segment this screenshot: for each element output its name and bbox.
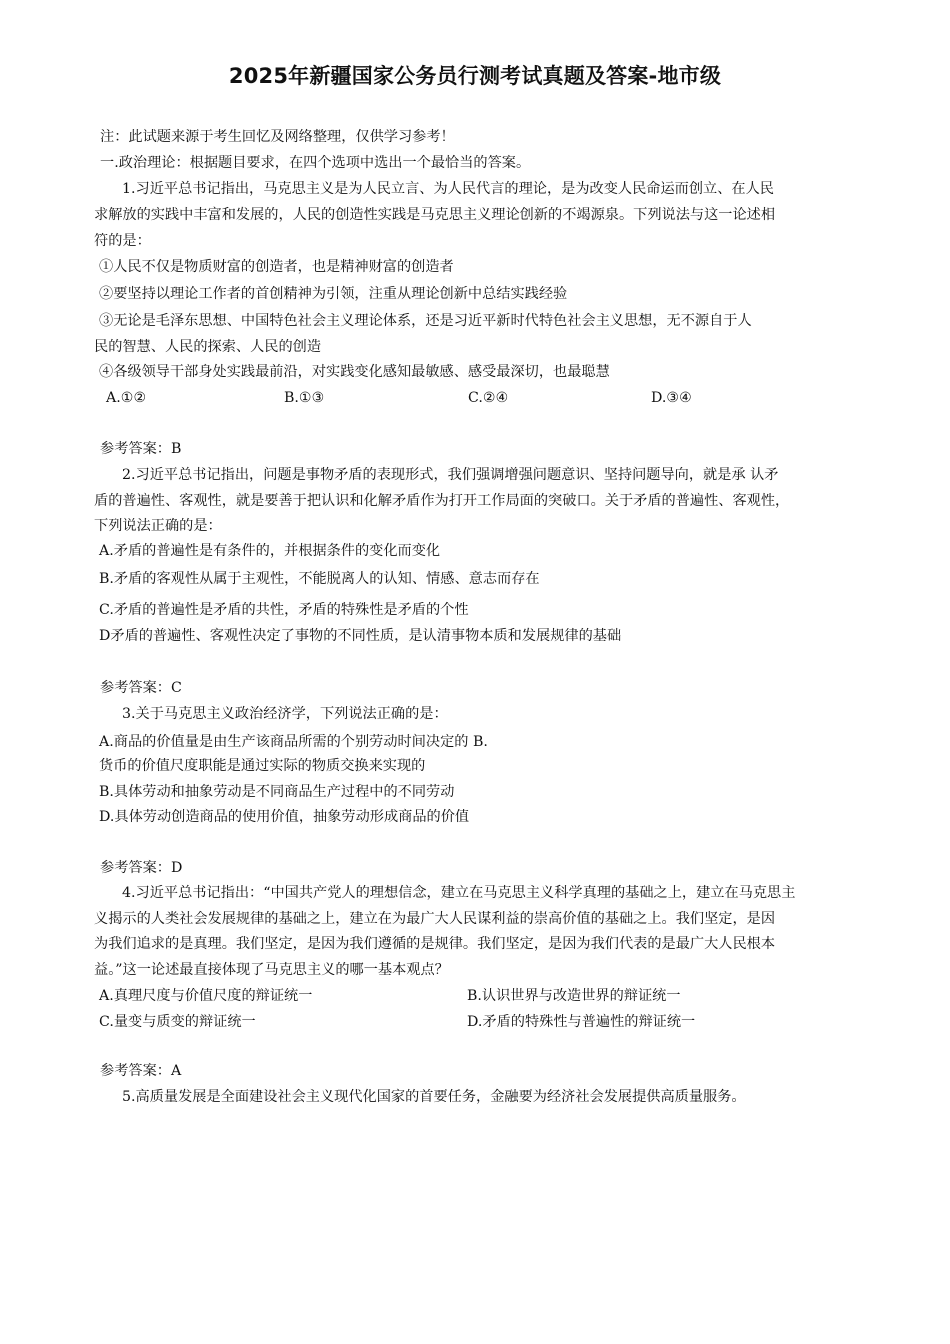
- q3-option-d: D.具体劳动创造商品的使用价值，抽象劳动形成商品的价值: [99, 809, 470, 825]
- q4-option-b: B.认识世界与改造世界的辩证统一: [467, 988, 681, 1004]
- q2-option-b: B.矛盾的客观性从属于主观性，不能脱离人的认知、情感、意志而存在: [99, 571, 540, 587]
- q3-option-b: B.具体劳动和抽象劳动是不同商品生产过程中的不同劳动: [99, 784, 455, 800]
- q2-option-c: C.矛盾的普遍性是矛盾的共性，矛盾的特殊性是矛盾的个性: [99, 602, 469, 618]
- q4-option-c: C.量变与质变的辩证统一: [99, 1014, 256, 1030]
- q1-option-d: D.③④: [651, 390, 692, 406]
- q1-stem-line: 求解放的实践中丰富和发展的，人民的创造性实践是马克思主义理论创新的不竭源泉。下列说法与这一论述相: [94, 207, 776, 223]
- q4-stem-line: 益。”这一论述最直接体现了马克思主义的哪一基本观点？: [94, 962, 449, 978]
- q4-stem-line: 义揭示的人类社会发展规律的基础之上，建立在为最广大人民谋利益的崇高价值的基础之上。我们坚定，是因: [94, 911, 776, 927]
- q3-answer: 参考答案：D: [100, 860, 183, 876]
- q4-option-a: A.真理尺度与价值尺度的辩证统一: [99, 988, 313, 1004]
- q1-statement-3-cont: 民的智慧、人民的探索、人民的创造: [94, 339, 322, 355]
- page-title: 2025年新疆国家公务员行测考试真题及答案-地市级: [228, 64, 722, 88]
- q2-option-a: A.矛盾的普遍性是有条件的，并根据条件的变化而变化: [99, 543, 441, 559]
- q1-stem-line: 1.习近平总书记指出，马克思主义是为人民立言、为人民代言的理论，是为改变人民命运而创立、在人民: [122, 181, 774, 197]
- q4-answer: 参考答案：A: [100, 1063, 182, 1079]
- q2-stem-line: 2.习近平总书记指出，问题是事物矛盾的表现形式，我们强调增强问题意识、坚持问题导向，就是承 认矛: [122, 467, 779, 483]
- q1-statement-4: ④各级领导干部身处实践最前沿，对实践变化感知最敏感、感受最深切，也最聪慧: [99, 364, 610, 380]
- q1-answer: 参考答案：B: [100, 441, 182, 457]
- q1-statement-3: ③无论是毛泽东思想、中国特色社会主义理论体系，还是习近平新时代特色社会主义思想，无不源自于人: [99, 313, 752, 329]
- q4-option-d: D.矛盾的特殊性与普遍性的辩证统一: [467, 1014, 696, 1030]
- q4-stem-line: 为我们追求的是真理。我们坚定，是因为我们遵循的是规律。我们坚定，是因为我们代表的是最广大人民根本: [94, 936, 776, 952]
- q2-stem-line: 下列说法正确的是：: [94, 518, 222, 534]
- q3-option-a: A.商品的价值量是由生产该商品所需的个别劳动时间决定的 B.: [99, 734, 488, 750]
- q2-option-d: D矛盾的普遍性、客观性决定了事物的不同性质，是认清事物本质和发展规律的基础: [99, 628, 622, 644]
- q5-stem-line: 5.高质量发展是全面建设社会主义现代化国家的首要任务，金融要为经济社会发展提供高质量服务。: [122, 1089, 746, 1105]
- q1-statement-1: ①人民不仅是物质财富的创造者，也是精神财富的创造者: [99, 259, 454, 275]
- q1-option-a: A.①②: [106, 390, 147, 406]
- section-heading: 一.政治理论：根据题目要求，在四个选项中选出一个最恰当的答案。: [100, 155, 531, 171]
- q2-answer: 参考答案：C: [100, 680, 182, 696]
- q1-stem-line: 符的是：: [94, 233, 151, 249]
- q3-option-a-cont: 货币的价值尺度职能是通过实际的物质交换来实现的: [99, 758, 426, 774]
- q3-stem-line: 3.关于马克思主义政治经济学，下列说法正确的是：: [122, 706, 448, 722]
- q1-option-c: C.②④: [468, 390, 509, 406]
- q1-option-b: B.①③: [284, 390, 325, 406]
- q4-stem-line: 4.习近平总书记指出：“中国共产党人的理想信念，建立在马克思主义科学真理的基础之上，建立在马克思主: [122, 885, 796, 901]
- q1-statement-2: ②要坚持以理论工作者的首创精神为引领，注重从理论创新中总结实践经验: [99, 286, 568, 302]
- q2-stem-line: 盾的普遍性、客观性，就是要善于把认识和化解矛盾作为打开工作局面的突破口。关于矛盾的普遍性、客观性，: [94, 493, 790, 509]
- source-note: 注：此试题来源于考生回忆及网络整理，仅供学习参考！: [100, 129, 455, 145]
